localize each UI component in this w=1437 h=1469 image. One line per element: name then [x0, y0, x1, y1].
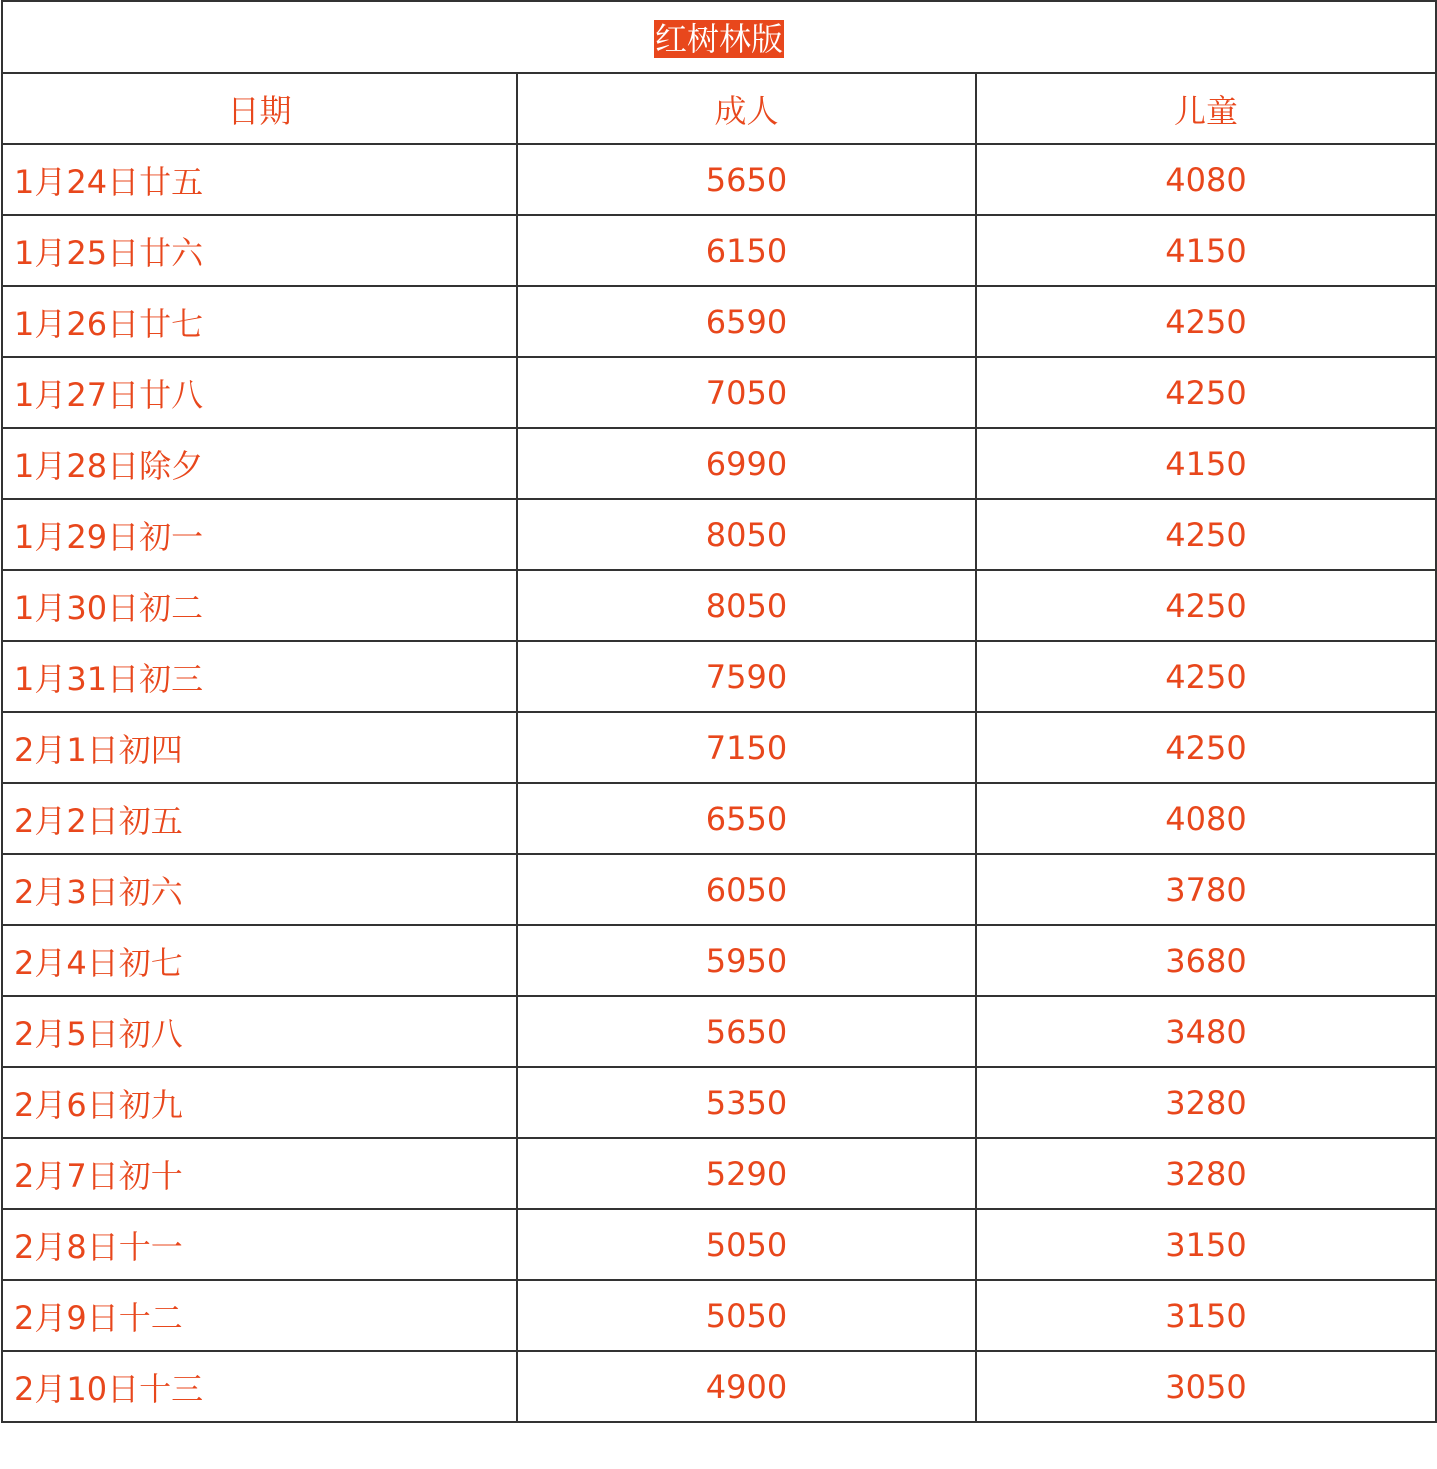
adult-price-cell: 5050: [517, 1209, 976, 1280]
adult-price-cell: 4900: [517, 1351, 976, 1422]
table-row: [2, 996, 1436, 1067]
header-child: 儿童: [976, 73, 1436, 144]
table-row: [2, 144, 1436, 215]
adult-price-cell: 6550: [517, 783, 976, 854]
adult-price-cell: 7150: [517, 712, 976, 783]
date-cell: 2月1日初四: [2, 712, 517, 783]
date-cell: 1月31日初三: [2, 641, 517, 712]
table-title: 红树林版: [655, 20, 784, 58]
child-price-cell: 4150: [976, 428, 1436, 499]
date-cell: 2月3日初六: [2, 854, 517, 925]
child-price-cell: 4250: [976, 357, 1436, 428]
child-price-cell: 3150: [976, 1280, 1436, 1351]
table-row: [2, 428, 1436, 499]
child-price-cell: 4250: [976, 712, 1436, 783]
child-price-cell: 3780: [976, 854, 1436, 925]
adult-price-cell: 5650: [517, 144, 976, 215]
table-row: [2, 286, 1436, 357]
adult-price-cell: 5290: [517, 1138, 976, 1209]
date-cell: 2月7日初十: [2, 1138, 517, 1209]
date-cell: 2月8日十一: [2, 1209, 517, 1280]
child-price-cell: 3050: [976, 1351, 1436, 1422]
adult-price-cell: 8050: [517, 570, 976, 641]
date-cell: 2月5日初八: [2, 996, 517, 1067]
adult-price-cell: 5650: [517, 996, 976, 1067]
table-row: [2, 1209, 1436, 1280]
child-price-cell: 4080: [976, 144, 1436, 215]
adult-price-cell: 6150: [517, 215, 976, 286]
date-cell: 2月4日初七: [2, 925, 517, 996]
date-cell: 1月25日廿六: [2, 215, 517, 286]
adult-price-cell: 7590: [517, 641, 976, 712]
table-row: [2, 712, 1436, 783]
adult-price-cell: 6590: [517, 286, 976, 357]
adult-price-cell: 7050: [517, 357, 976, 428]
date-cell: 1月30日初二: [2, 570, 517, 641]
date-cell: 1月29日初一: [2, 499, 517, 570]
child-price-cell: 3280: [976, 1067, 1436, 1138]
price-table: [1, 0, 1437, 1423]
date-cell: 2月2日初五: [2, 783, 517, 854]
title-row: [2, 1, 1436, 73]
adult-price-cell: 5350: [517, 1067, 976, 1138]
title-cell: [2, 1, 1436, 73]
child-price-cell: 3680: [976, 925, 1436, 996]
adult-price-cell: 5050: [517, 1280, 976, 1351]
date-cell: 2月10日十三: [2, 1351, 517, 1422]
adult-price-cell: 5950: [517, 925, 976, 996]
table-row: [2, 1067, 1436, 1138]
date-cell: 1月26日廿七: [2, 286, 517, 357]
table-row: [2, 854, 1436, 925]
child-price-cell: 4150: [976, 215, 1436, 286]
table-row: [2, 1138, 1436, 1209]
child-price-cell: 4250: [976, 499, 1436, 570]
header-row: [2, 73, 1436, 144]
date-cell: 1月27日廿八: [2, 357, 517, 428]
table-row: [2, 357, 1436, 428]
header-date: 日期: [2, 73, 517, 144]
child-price-cell: 3280: [976, 1138, 1436, 1209]
date-cell: 1月24日廿五: [2, 144, 517, 215]
table-row: [2, 570, 1436, 641]
child-price-cell: 4250: [976, 286, 1436, 357]
table-row: [2, 1280, 1436, 1351]
date-cell: 2月9日十二: [2, 1280, 517, 1351]
header-adult: 成人: [517, 73, 976, 144]
child-price-cell: 4080: [976, 783, 1436, 854]
adult-price-cell: 6990: [517, 428, 976, 499]
table-row: [2, 499, 1436, 570]
adult-price-cell: 8050: [517, 499, 976, 570]
child-price-cell: 4250: [976, 641, 1436, 712]
child-price-cell: 3150: [976, 1209, 1436, 1280]
child-price-cell: 4250: [976, 570, 1436, 641]
table-row: [2, 641, 1436, 712]
adult-price-cell: 6050: [517, 854, 976, 925]
table-row: [2, 1351, 1436, 1422]
date-cell: 1月28日除夕: [2, 428, 517, 499]
date-cell: 2月6日初九: [2, 1067, 517, 1138]
child-price-cell: 3480: [976, 996, 1436, 1067]
table-row: [2, 925, 1436, 996]
table-row: [2, 783, 1436, 854]
table-row: [2, 215, 1436, 286]
